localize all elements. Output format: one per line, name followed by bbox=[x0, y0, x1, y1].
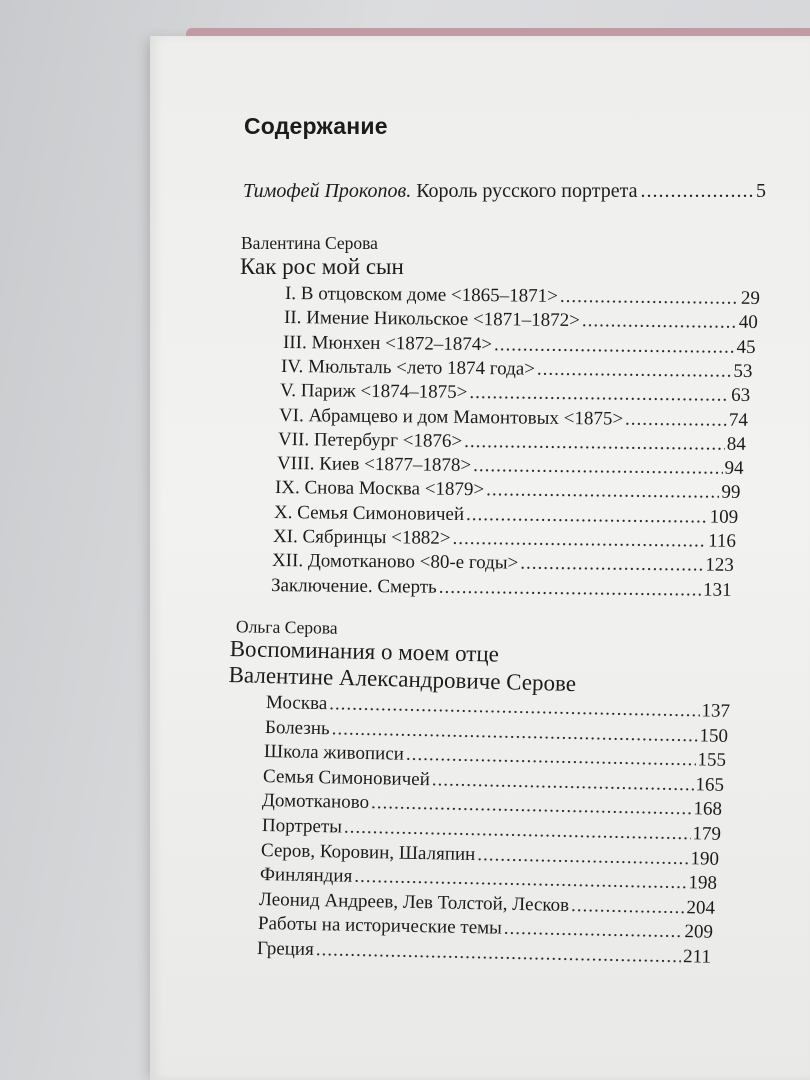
dot-leader bbox=[582, 310, 737, 334]
toc-page-number: 99 bbox=[721, 482, 741, 504]
section-title: Воспоминания о моем отце bbox=[229, 636, 500, 667]
toc-entry-label: IV. Мюльталь <лето 1874 года> bbox=[281, 355, 536, 380]
section-title: Валентине Александровиче Серове bbox=[228, 662, 577, 697]
toc-entry-label: I. В отцовском доме <1865–1871> bbox=[284, 283, 559, 307]
dot-leader bbox=[494, 334, 735, 359]
dot-leader bbox=[432, 769, 694, 796]
toc-page-number: 168 bbox=[693, 798, 723, 821]
toc-page-number: 74 bbox=[728, 409, 749, 431]
section-title: Как рос мой сын bbox=[240, 254, 404, 279]
toc-entry-label: Семья Симоновичей bbox=[263, 765, 431, 790]
toc-page-number: 84 bbox=[726, 433, 746, 455]
toc-entry-label: VII. Петербург <1876> bbox=[277, 428, 463, 452]
toc-page-number: 198 bbox=[687, 872, 717, 894]
dot-leader bbox=[520, 553, 703, 577]
toc-page-number: 179 bbox=[691, 823, 721, 845]
toc-entry-label: Леонид Андреев, Лев Толстой, Лесков bbox=[258, 888, 570, 916]
toc-entry-label: Портреты bbox=[261, 815, 342, 838]
toc-page-number: 94 bbox=[724, 457, 744, 479]
toc-entry-label: Домотканово bbox=[262, 790, 370, 814]
toc-entry-label: II. Имение Никольское <1871–1872> bbox=[283, 307, 580, 332]
toc-entry-label bbox=[243, 180, 637, 203]
intro-author: Тимофей Прокопов. bbox=[243, 180, 412, 202]
section-author: Ольга Серова bbox=[235, 616, 338, 638]
dot-leader bbox=[329, 693, 700, 722]
toc-page-number: 137 bbox=[701, 700, 731, 722]
dot-leader bbox=[477, 844, 689, 870]
toc-page-number: 116 bbox=[708, 530, 737, 552]
toc-entry-label: XI. Сябринцы <1882> bbox=[272, 526, 451, 549]
toc-page-number: 5 bbox=[756, 180, 766, 202]
dot-leader bbox=[560, 286, 739, 310]
toc-entry-label: Школа живописи bbox=[264, 741, 405, 765]
dot-leader bbox=[640, 180, 753, 203]
toc-page-number: 29 bbox=[740, 287, 761, 309]
dot-leader bbox=[464, 431, 725, 456]
toc-intro-entry bbox=[243, 180, 766, 203]
toc-page-number: 211 bbox=[682, 946, 712, 968]
dot-leader bbox=[466, 504, 708, 529]
dot-leader bbox=[504, 918, 683, 943]
toc-entry-label: Работы на исторические темы bbox=[257, 913, 502, 940]
toc-page-number: 40 bbox=[738, 312, 758, 334]
toc-entry-label: Москва bbox=[265, 692, 328, 715]
toc-entry-label: IX. Снова Москва <1879> bbox=[275, 477, 485, 501]
toc-page-number: 109 bbox=[709, 506, 739, 528]
toc-page-number: 131 bbox=[702, 579, 732, 601]
toc-entry-label: Болезнь bbox=[264, 716, 330, 739]
toc-page-number: 123 bbox=[704, 554, 734, 577]
dot-leader bbox=[537, 359, 732, 383]
section-author: Валентина Серова bbox=[241, 233, 378, 253]
toc-entry-label: X. Семья Симоновичей bbox=[274, 501, 465, 525]
dot-leader bbox=[486, 480, 719, 504]
toc-entry-label: VIII. Киев <1877–1878> bbox=[276, 453, 471, 477]
toc-page-number: 150 bbox=[699, 724, 729, 747]
intro-title: Король русского портрета bbox=[416, 180, 638, 202]
dot-leader bbox=[473, 455, 723, 480]
toc-entry bbox=[270, 575, 731, 604]
toc-page-number: 63 bbox=[731, 384, 751, 407]
toc-page-number: 204 bbox=[686, 897, 715, 919]
toc-page-number: 190 bbox=[689, 847, 719, 870]
dot-leader bbox=[452, 528, 706, 553]
toc-page-number: 209 bbox=[684, 921, 714, 944]
toc-page-number: 155 bbox=[697, 749, 727, 772]
toc-entry-label: III. Мюнхен <1872–1874> bbox=[282, 331, 492, 355]
toc-entry-label: XII. Домотканово <80-е годы> bbox=[271, 550, 519, 574]
toc-page-number: 165 bbox=[695, 774, 725, 796]
dot-leader bbox=[571, 895, 685, 919]
toc-entry-label: Заключение. Смерть bbox=[270, 574, 437, 598]
toc-entry-label: Финляндия bbox=[259, 864, 353, 887]
dot-leader bbox=[625, 408, 727, 431]
dot-leader bbox=[406, 744, 696, 772]
dot-leader bbox=[354, 866, 687, 894]
toc-page-number: 45 bbox=[736, 336, 756, 358]
toc-page-number: 53 bbox=[733, 360, 753, 382]
toc-entry-label: VI. Абрамцево и дом Мамонтовых <1875> bbox=[278, 404, 624, 430]
dot-leader bbox=[438, 576, 701, 601]
toc-entry-label: Греция bbox=[256, 938, 315, 961]
dot-leader bbox=[469, 382, 729, 407]
page-title: Содержание bbox=[244, 113, 388, 139]
toc-entry-label: V. Париж <1874–1875> bbox=[280, 380, 468, 404]
dot-leader bbox=[371, 792, 692, 820]
toc-entry-label: Серов, Коровин, Шаляпин bbox=[260, 839, 476, 865]
